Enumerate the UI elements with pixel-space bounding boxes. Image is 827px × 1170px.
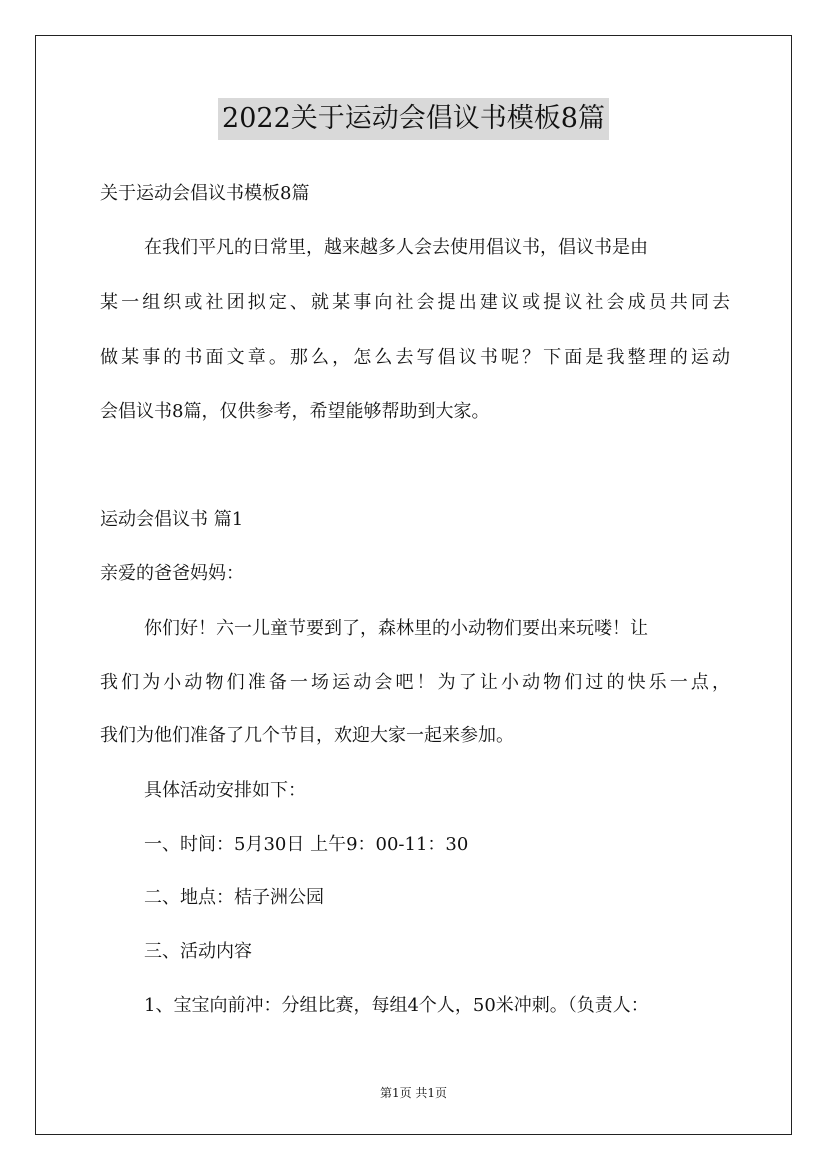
item-activity-1: 1、宝宝向前冲：分组比赛，每组4个人，50米冲刺。（负责人： <box>144 995 649 1016</box>
item-location: 二、地点：桔子洲公园 <box>144 887 324 908</box>
page-number: 第1页 共1页 <box>379 1086 448 1100</box>
intro-line-4: 会倡议书8篇，仅供参考，希望能够帮助到大家。 <box>100 401 490 422</box>
document-title-text: 2022关于运动会倡议书模板8篇 <box>218 98 609 140</box>
item-content-heading: 三、活动内容 <box>144 941 252 962</box>
letter-line-3: 我们为他们准备了几个节目，欢迎大家一起来参加。 <box>100 725 514 746</box>
document-title <box>0 98 827 140</box>
letter-line-1: 你们好！六一儿童节要到了，森林里的小动物们要出来玩喽！让 <box>144 618 648 639</box>
section-heading: 运动会倡议书 篇1 <box>100 509 244 530</box>
page-footer <box>0 1084 827 1101</box>
intro-line-1: 在我们平凡的日常里，越来越多人会去使用倡议书，倡议书是由 <box>144 237 648 258</box>
salutation: 亲爱的爸爸妈妈： <box>100 563 244 584</box>
letter-line-2: 我们为小动物们准备一场运动会吧！为了让小动物们过的快乐一点， <box>100 672 730 693</box>
arrangement-intro: 具体活动安排如下： <box>144 780 306 801</box>
intro-line-3: 做某事的书面文章。那么，怎么去写倡议书呢？下面是我整理的运动 <box>100 347 730 368</box>
item-time: 一、时间：5月30日 上午9：00-11：30 <box>144 834 469 855</box>
document-subtitle: 关于运动会倡议书模板8篇 <box>100 183 310 204</box>
intro-line-2: 某一组织或社团拟定、就某事向社会提出建议或提议社会成员共同去 <box>100 292 730 313</box>
